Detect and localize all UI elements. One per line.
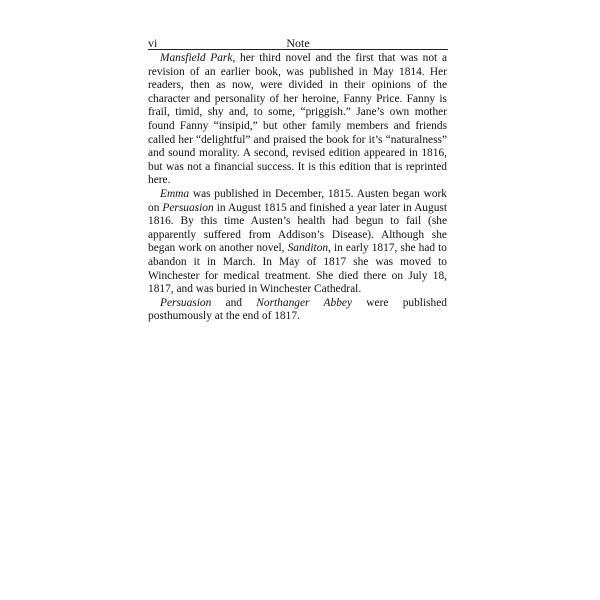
paragraph-text: , her third novel and the first that was not a revision of an earlier book, was published in May 1814. Her readers, then as now, were divided in their opinions of the character and personality of her heroine, Fanny Price. Fanny is frail, timid, shy and, to some, “priggish.” Jane’s own mother found Fanny “insipid,” but other family members and friends called her “delightful” and praised the book for it’s “naturalness” and sound morality. A second, revised edition appeared in 1816, but was not a financial success. It is this edition that is reprinted here. bbox=[148, 52, 448, 187]
italic-title: Mansfield Park bbox=[160, 52, 233, 64]
paragraph-text: were published posthumously at the end of 1817. bbox=[148, 296, 447, 323]
paragraph-emma bbox=[148, 188, 447, 297]
paragraph-text: was published in December, 1815. Austen began work on bbox=[148, 187, 447, 214]
paragraph-text: , in early 1817, she had to abandon it in March. In May of 1817 she was moved to Winchester for medical treatment. She died there on July 18, 1817, and was buried in Winchester Cathedral. bbox=[148, 242, 447, 296]
italic-title: Northanger Abbey bbox=[256, 296, 352, 309]
body-text bbox=[148, 52, 447, 324]
italic-title: Persuasion bbox=[162, 201, 214, 214]
italic-title: Emma bbox=[160, 187, 190, 200]
paragraph-mansfield-park bbox=[148, 52, 447, 188]
italic-title: Persuasion bbox=[160, 296, 212, 309]
page-number: vi bbox=[148, 36, 158, 50]
running-title: Note bbox=[286, 36, 310, 50]
header-rule bbox=[148, 49, 448, 50]
paragraph-text: and bbox=[211, 296, 257, 309]
paragraph-posthumous bbox=[148, 297, 447, 324]
italic-title: Sanditon bbox=[287, 242, 329, 255]
paragraph-text: in August 1815 and finished a year later in August 1816. By this time Austen’s health had begun to fail (she apparently suffered from Addison’s Disease). Although she began work on another novel, bbox=[148, 201, 447, 255]
